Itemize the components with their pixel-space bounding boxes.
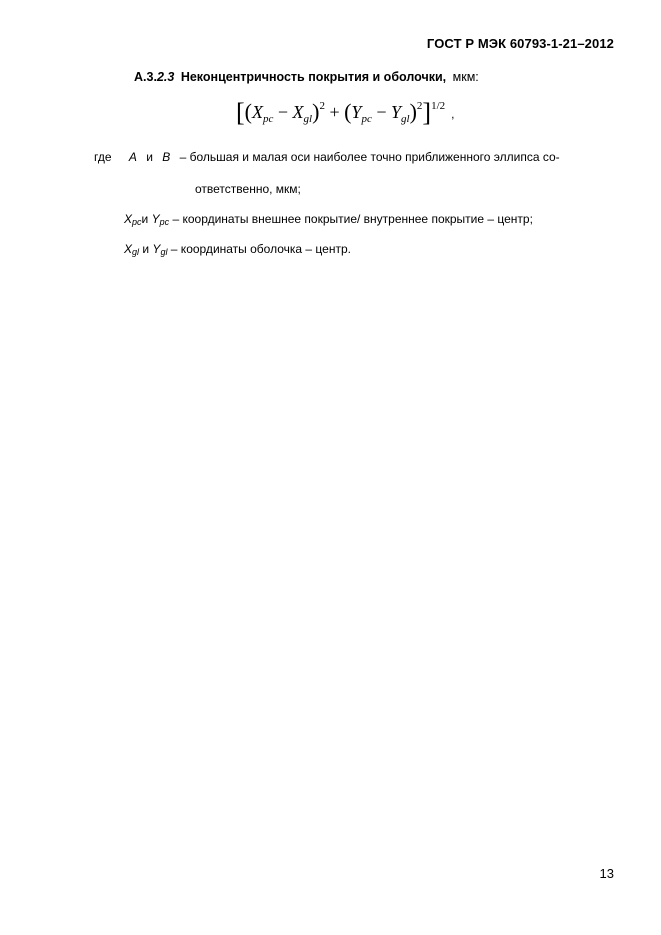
var-x-pc-sub: pc — [132, 217, 142, 227]
concentricity-formula — [236, 98, 454, 128]
definition-ab-continuation: ответственно, мкм; — [195, 182, 301, 196]
formula-plus: + — [329, 102, 340, 122]
formula-comma: , — [451, 107, 455, 121]
var-y-pc: Y — [151, 212, 160, 226]
formula-x-pc-sub: pc — [263, 113, 274, 125]
var-x-gl: X — [124, 242, 133, 256]
formula-x-gl: X — [292, 102, 304, 122]
document-header: ГОСТ Р МЭК 60793-1-21–2012 — [426, 36, 614, 51]
formula-open-paren-2: ( — [344, 99, 352, 124]
var-y-gl: Y — [152, 242, 161, 256]
and-word-pc: и — [141, 212, 149, 226]
definition-xgl-ygl — [124, 242, 351, 257]
formula-close-paren-1: ) — [312, 99, 320, 124]
definition-ab — [94, 150, 560, 164]
formula-square-2: 2 — [416, 100, 423, 112]
definition-ab-text: – большая и малая оси наиболее точно приближенного эллипса со- — [179, 150, 560, 164]
formula-y-pc-sub: pc — [361, 113, 372, 125]
formula-y-gl-sub: gl — [401, 113, 410, 125]
formula-open-paren-1: ( — [244, 99, 252, 124]
formula-open-bracket: [ — [236, 98, 245, 127]
formula-minus-2: − — [376, 102, 387, 122]
formula-root-power: 1/2 — [431, 100, 446, 112]
clause-title: Неконцентричность покрытия и оболочки, — [180, 70, 447, 84]
var-x-pc: X — [124, 212, 133, 226]
and-word-ab: и — [146, 150, 153, 164]
formula-close-paren-2: ) — [409, 99, 417, 124]
definition-xgl-text: – координаты оболочка – центр. — [170, 242, 351, 256]
var-y-pc-sub: pc — [159, 217, 170, 227]
clause-number-suffix: 2.3 — [156, 70, 175, 84]
formula-x-pc: X — [252, 102, 263, 122]
formula-minus-1: − — [277, 102, 289, 122]
clause-number-prefix: А.3. — [134, 70, 157, 84]
var-a: A — [128, 150, 137, 164]
formula-x-gl-sub: gl — [303, 113, 313, 125]
clause-number — [134, 70, 174, 84]
formula-close-bracket: ] — [422, 98, 432, 127]
clause-unit: мкм: — [452, 70, 479, 84]
clause-heading — [134, 70, 479, 84]
formula-square-1: 2 — [319, 100, 325, 112]
formula-y-pc: Y — [351, 102, 362, 122]
var-b: B — [162, 150, 171, 164]
and-word-gl: и — [142, 242, 150, 256]
var-x-gl-sub: gl — [132, 247, 140, 257]
definition-xpc-text: – координаты внешнее покрытие/ внутреннее покрытие – центр; — [172, 212, 533, 226]
where-word: где — [94, 150, 112, 164]
var-y-gl-sub: gl — [160, 247, 168, 257]
definition-xpc-ypc — [124, 212, 533, 227]
page-number: 13 — [599, 866, 614, 881]
formula-y-gl: Y — [390, 102, 401, 122]
